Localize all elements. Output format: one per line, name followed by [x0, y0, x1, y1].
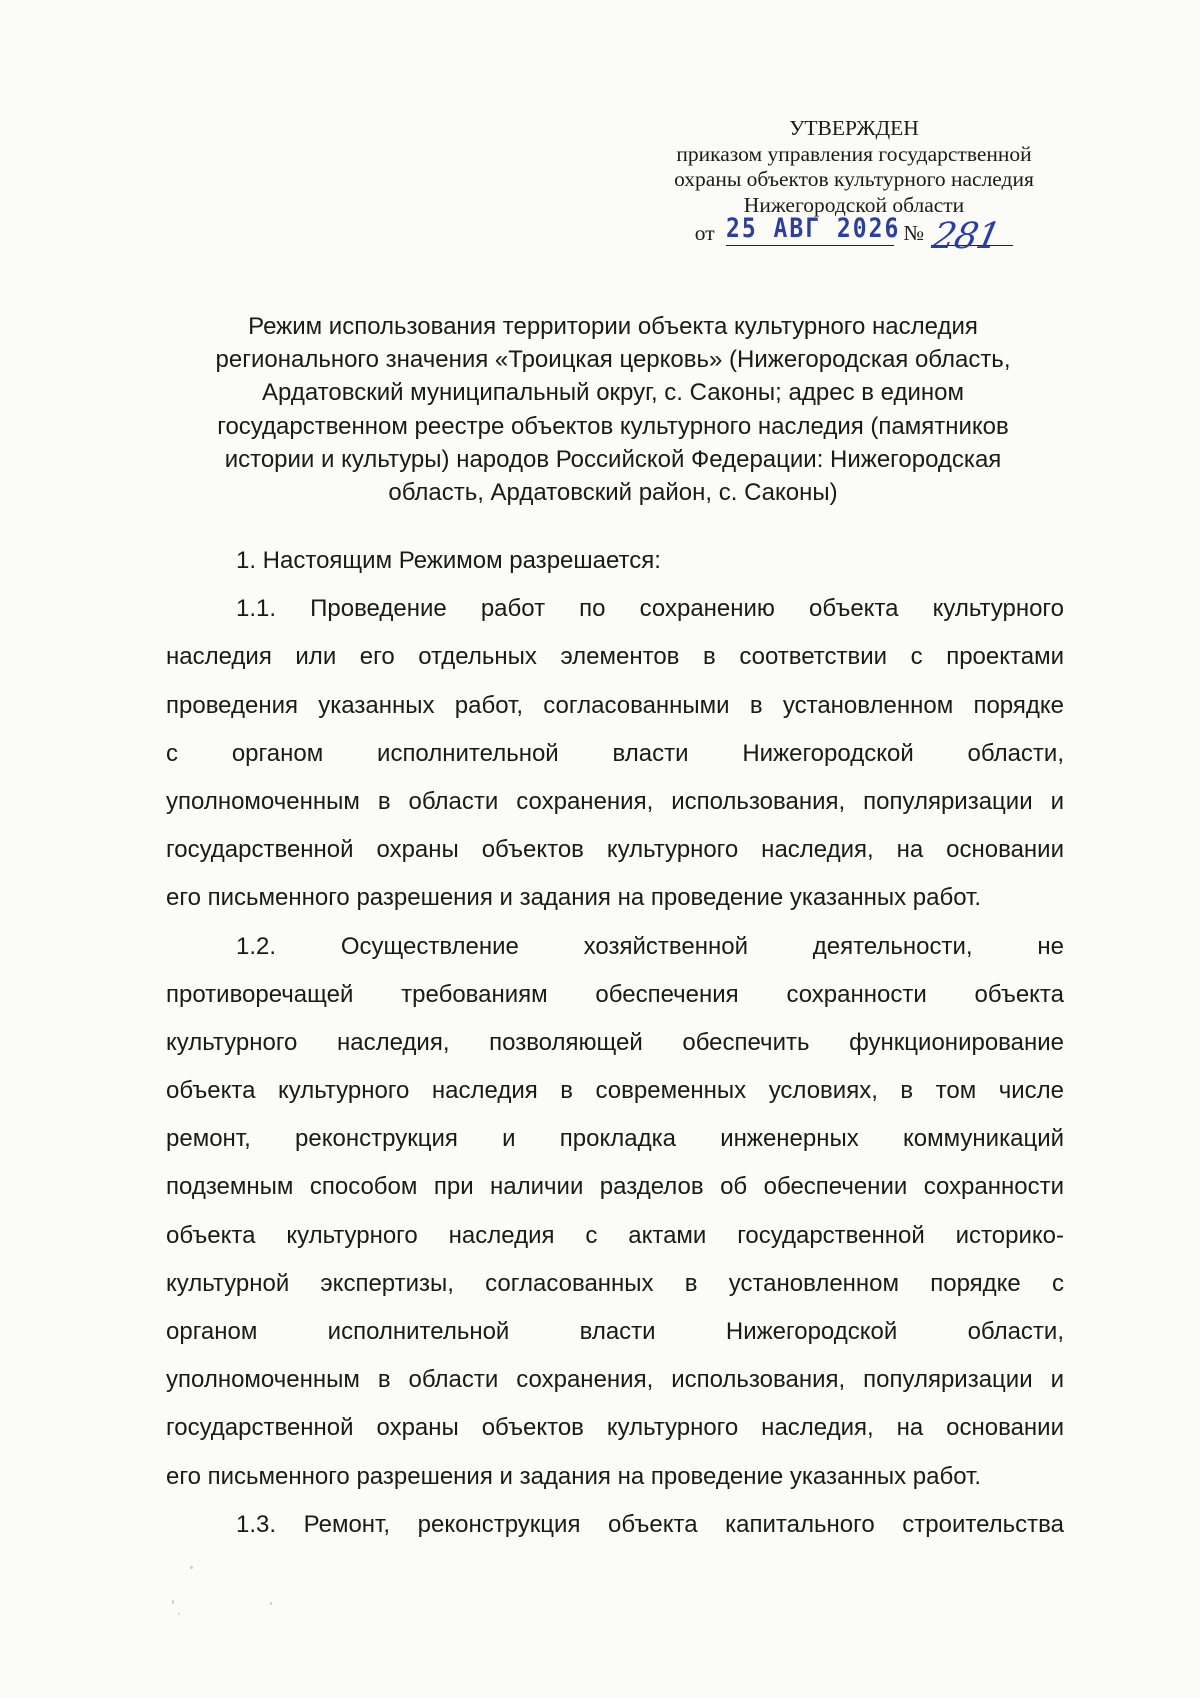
title-line: государственном реестре объектов культурного наследия (памятников: [217, 412, 1009, 440]
title-line: область, Ардатовский район, с. Саконы): [388, 479, 838, 507]
approval-block: [630, 116, 1078, 257]
paragraph-line: объекта культурного наследия в современных условиях, в том числе: [166, 1077, 1064, 1105]
paragraph-line: объекта культурного наследия с актами государственной историко-: [166, 1221, 1064, 1249]
handwritten-number: 281: [928, 215, 1004, 257]
paragraph-line: с органом исполнительной власти Нижегородской области,: [166, 739, 1064, 767]
number-field: [928, 215, 1013, 257]
paragraph-1-2: [166, 923, 1064, 1501]
paragraph-line: государственной охраны объектов культурного наследия, на основании: [166, 1414, 1064, 1442]
date-stamp: 25 АВГ 2026: [725, 213, 901, 244]
title-line: истории и культуры) народов Российской Федерации: Нижегородская: [224, 445, 1002, 473]
paragraph-line: подземным способом при наличии разделов об обеспечении сохранности: [166, 1173, 1064, 1201]
paragraph-1-3: [166, 1501, 1064, 1549]
document-title: [168, 310, 1058, 509]
paragraph-line: органом исполнительной власти Нижегородской области,: [166, 1318, 1064, 1345]
document-body: [166, 537, 1064, 1549]
paragraph-line: его письменного разрешения и задания на проведение указанных работ.: [166, 1462, 982, 1490]
paragraph-line: проведения указанных работ, согласованными в установленном порядке: [166, 691, 1064, 719]
paragraph-line: уполномоченным в области сохранения, использования, популяризации и: [166, 787, 1064, 815]
approval-date-line: [630, 213, 1078, 257]
title-line: регионального значения «Троицкая церковь» (Нижегородская область,: [215, 346, 1011, 374]
paragraph-line: 1.1. Проведение работ по сохранению объекта культурного: [236, 595, 1064, 623]
title-line: Ардатовский муниципальный округ, с. Саконы; адрес в едином: [262, 379, 964, 407]
title-line: Режим использования территории объекта культурного наследия: [248, 313, 978, 340]
paragraph-line: ремонт, реконструкция и прокладка инженерных коммуникаций: [166, 1125, 1064, 1153]
paragraph-line: культурной экспертизы, согласованных в установленном порядке с: [166, 1269, 1064, 1297]
date-field: [725, 213, 901, 246]
paragraph-line: наследия или его отдельных элементов в соответствии с проектами: [166, 643, 1064, 671]
number-prefix: №: [903, 220, 924, 245]
paragraph-line: культурного наследия, позволяющей обеспечить функционирование: [166, 1028, 1064, 1056]
scan-speck: [190, 1566, 193, 1569]
paragraph-line: уполномоченным в области сохранения, использования, популяризации и: [166, 1366, 1064, 1394]
paragraph-1-1: [166, 585, 1064, 922]
date-prefix: от: [694, 220, 715, 245]
approval-line: приказом управления государственной: [676, 141, 1032, 166]
section-1-heading: 1. Настоящим Режимом разрешается:: [236, 547, 661, 574]
approval-line: охраны объектов культурного наследия: [674, 167, 1034, 191]
scan-speck: [178, 1613, 180, 1615]
approval-heading: УТВЕРЖДЕН: [789, 116, 919, 140]
paragraph-line: 1.3. Ремонт, реконструкция объекта капитального строительства: [236, 1510, 1064, 1538]
paragraph-line: государственной охраны объектов культурного наследия, на основании: [166, 836, 1064, 864]
paragraph-line: противоречащей требованиям обеспечения сохранности объекта: [166, 980, 1064, 1008]
approval-line: Нижегородской области: [743, 192, 965, 217]
scan-speck: [172, 1600, 174, 1604]
scan-speck: [270, 1602, 272, 1605]
paragraph-line: 1.2. Осуществление хозяйственной деятельности, не: [236, 932, 1064, 960]
paragraph-line: его письменного разрешения и задания на проведение указанных работ.: [166, 884, 982, 912]
